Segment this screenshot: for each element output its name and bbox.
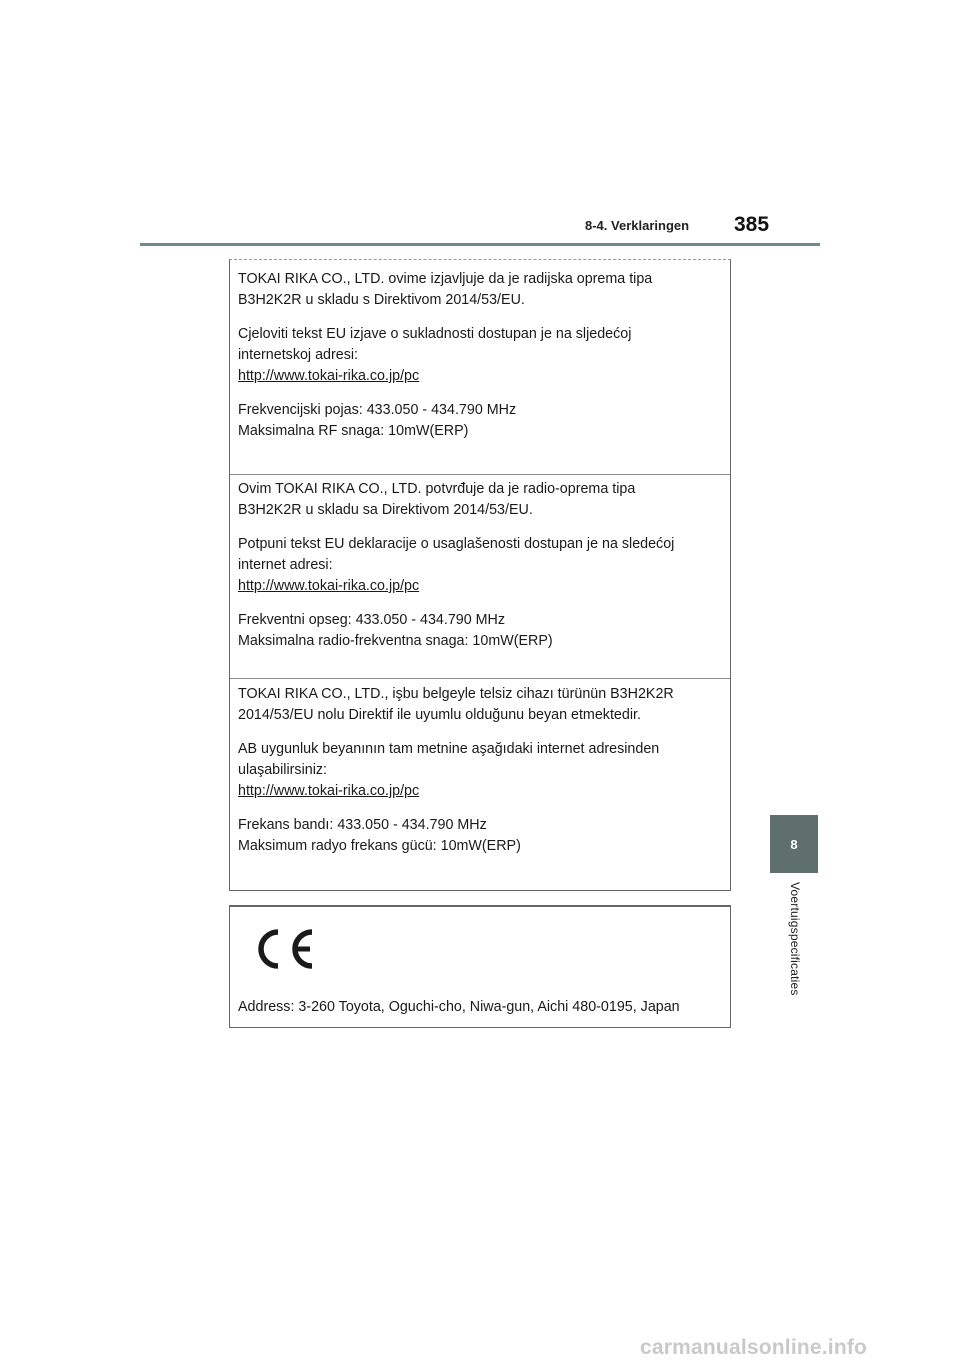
chapter-side-label (776, 882, 816, 1012)
section-title: 8-4. Verklaringen (585, 218, 690, 233)
text-line: 2014/53/EU nolu Direktif ile uyumlu olduğunu beyan etmektedir. (238, 707, 641, 723)
declaration-url-link[interactable]: http://www.tokai-rika.co.jp/pc (238, 368, 420, 384)
text-line: Potpuni tekst EU deklaracije o usaglašenosti dostupan je na sledećoj (238, 536, 675, 552)
declaration-statement (238, 269, 730, 311)
frequency-band: Frekans bandı: 433.050 - 434.790 MHz (238, 817, 487, 833)
declaration-specs (238, 610, 730, 652)
text-line: TOKAI RIKA CO., LTD., işbu belgeyle telsiz cihazı türünün B3H2K2R (238, 686, 674, 702)
declaration-statement (238, 479, 730, 521)
declaration-url-link[interactable]: http://www.tokai-rika.co.jp/pc (238, 578, 420, 594)
ce-mark-icon (250, 923, 320, 975)
text-line: TOKAI RIKA CO., LTD. ovime izjavljuje da je radijska oprema tipa (238, 271, 653, 287)
site-watermark: carmanualsonline.info (640, 1336, 868, 1359)
declaration-availability (238, 534, 730, 597)
declaration-serbian (230, 474, 730, 652)
frequency-band: Frekvencijski pojas: 433.050 - 434.790 MHz (238, 402, 517, 418)
text-line: B3H2K2R u skladu sa Direktivom 2014/53/EU. (238, 502, 533, 518)
declaration-availability (238, 324, 730, 387)
declarations-box (229, 259, 731, 891)
text-line: B3H2K2R u skladu s Direktivom 2014/53/EU. (238, 292, 525, 308)
text-line: internet adresi: (238, 557, 333, 573)
declaration-url-link[interactable]: http://www.tokai-rika.co.jp/pc (238, 783, 420, 799)
frequency-band: Frekventni opseg: 433.050 - 434.790 MHz (238, 612, 506, 628)
header-divider (140, 243, 820, 246)
declaration-availability (238, 739, 730, 802)
chapter-label-text: Voertuigspecificaties (788, 882, 802, 996)
manufacturer-address: Address: 3-260 Toyota, Oguchi-cho, Niwa-gun, Aichi 480-0195, Japan (238, 999, 680, 1015)
max-power: Maksimalna radio-frekventna snaga: 10mW(ERP) (238, 633, 553, 649)
declaration-croatian (230, 269, 730, 442)
text-line: Ovim TOKAI RIKA CO., LTD. potvrđuje da je radio-oprema tipa (238, 481, 636, 497)
chapter-number: 8 (790, 836, 798, 852)
chapter-tab[interactable] (770, 815, 818, 873)
text-line: ulaşabilirsiniz: (238, 762, 327, 778)
max-power: Maksimalna RF snaga: 10mW(ERP) (238, 423, 469, 439)
declaration-turkish (230, 678, 730, 857)
text-line: internetskoj adresi: (238, 347, 358, 363)
declaration-specs (238, 400, 730, 442)
declaration-statement (238, 684, 730, 726)
max-power: Maksimum radyo frekans gücü: 10mW(ERP) (238, 838, 521, 854)
text-line: AB uygunluk beyanının tam metnine aşağıdaki internet adresinden (238, 741, 660, 757)
declaration-specs (238, 815, 730, 857)
page-number: 385 (734, 213, 770, 236)
text-line: Cjeloviti tekst EU izjave o sukladnosti dostupan je na sljedećoj (238, 326, 632, 342)
ce-address-box (229, 905, 731, 1028)
